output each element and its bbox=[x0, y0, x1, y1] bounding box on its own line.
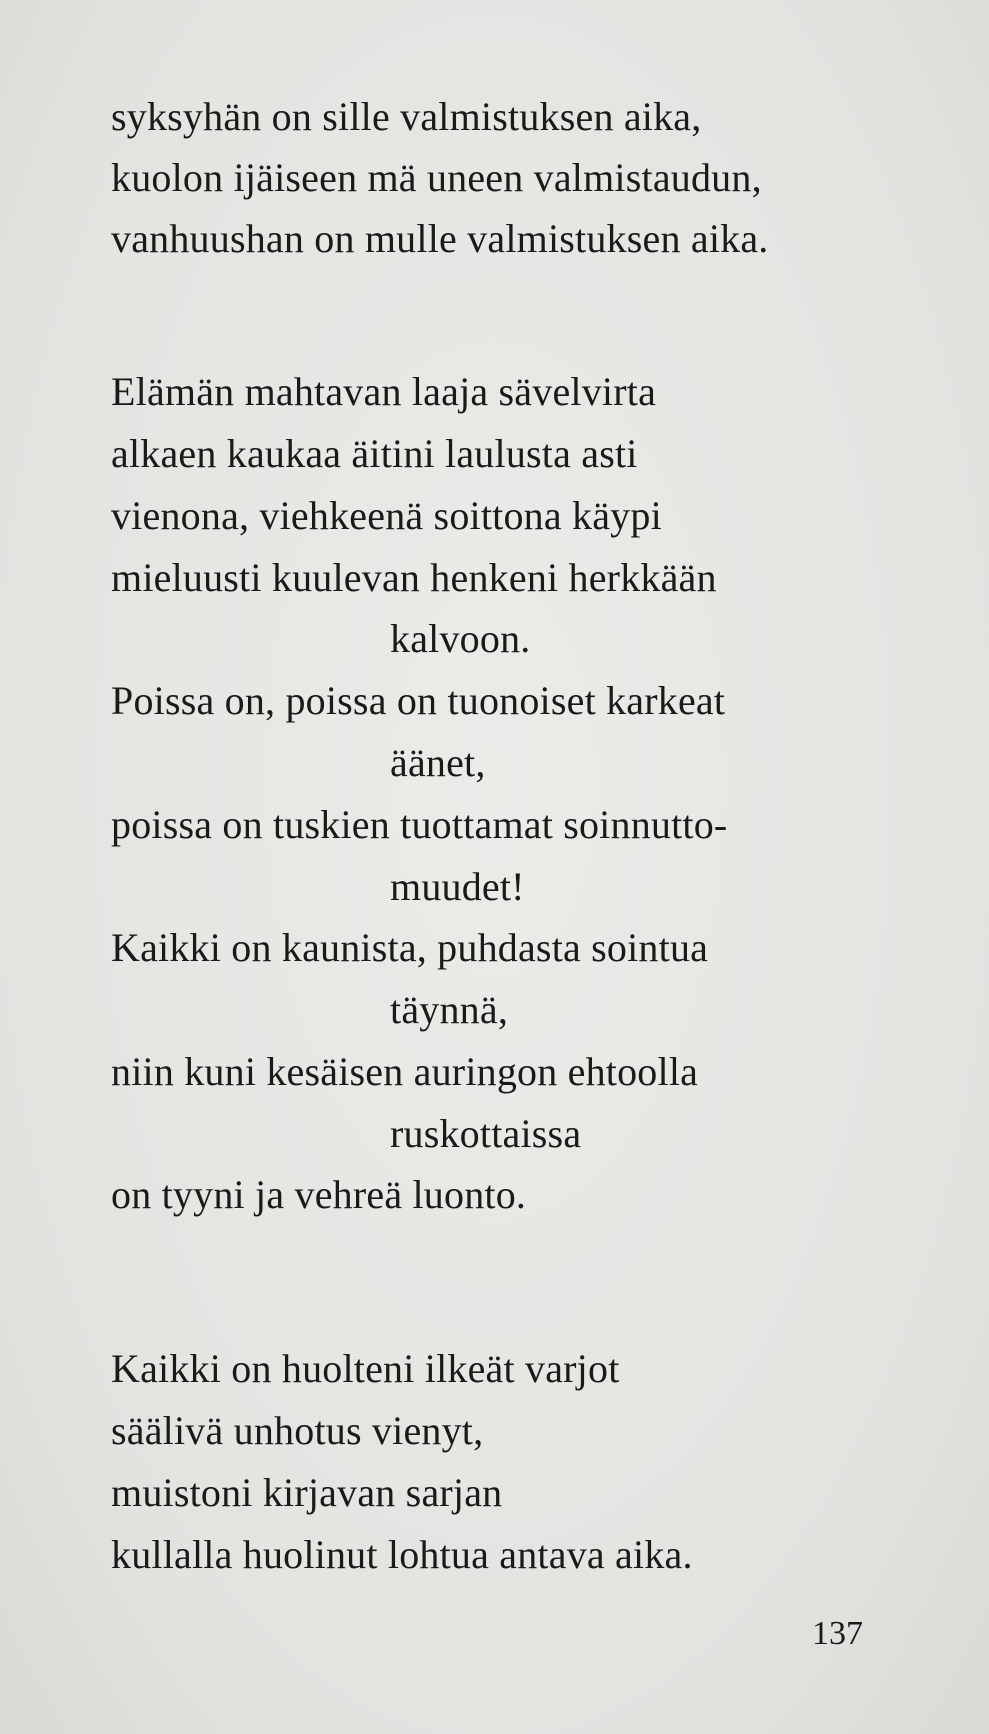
poem-line: syksyhän on sille valmistuksen aika, bbox=[111, 94, 702, 139]
poem-line: vanhuushan on mulle valmistuksen aika. bbox=[111, 216, 769, 261]
poem-line-continuation: ruskottaissa bbox=[390, 1111, 582, 1156]
poem-line-continuation: täynnä, bbox=[390, 987, 509, 1032]
poem-line-continuation: kalvoon. bbox=[390, 616, 531, 661]
poem-line: alkaen kaukaa äitini laulusta asti bbox=[111, 431, 638, 476]
poem-line: vienona, viehkeenä soittona käypi bbox=[111, 493, 662, 538]
poem-line: poissa on tuskien tuottamat soinnutto- bbox=[111, 802, 728, 847]
poem-line: niin kuni kesäisen auringon ehtoolla bbox=[111, 1049, 699, 1094]
poem-line: Elämän mahtavan laaja sävelvirta bbox=[111, 369, 657, 414]
poem-line: Poissa on, poissa on tuonoiset karkeat bbox=[111, 678, 726, 723]
poem-line: on tyyni ja vehreä luonto. bbox=[111, 1172, 527, 1217]
poem-line-continuation: muudet! bbox=[390, 864, 525, 909]
poem-line: Kaikki on huolteni ilkeät varjot bbox=[111, 1346, 620, 1391]
poem-line: muistoni kirjavan sarjan bbox=[111, 1470, 503, 1515]
poem-line: Kaikki on kaunista, puhdasta sointua bbox=[111, 925, 709, 970]
poem-line: säälivä unhotus vienyt, bbox=[111, 1408, 484, 1453]
poem-line: kullalla huolinut lohtua antava aika. bbox=[111, 1532, 693, 1577]
poem-line: mieluusti kuulevan henkeni herkkään bbox=[111, 555, 717, 600]
poem-line-continuation: äänet, bbox=[390, 740, 486, 785]
page-number: 137 bbox=[812, 1615, 863, 1652]
poem-line: kuolon ijäiseen mä uneen valmistaudun, bbox=[111, 155, 762, 200]
